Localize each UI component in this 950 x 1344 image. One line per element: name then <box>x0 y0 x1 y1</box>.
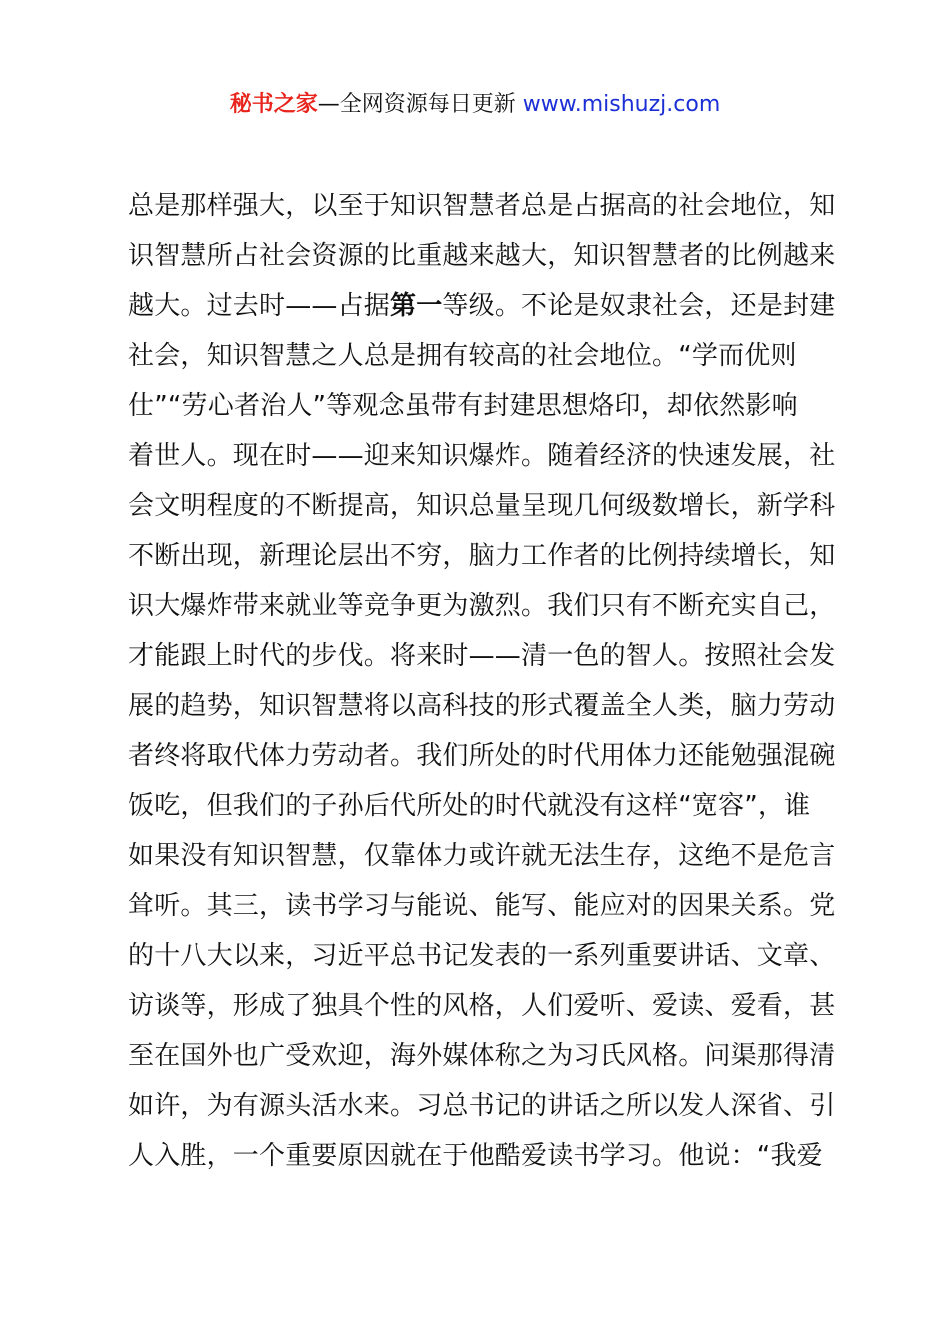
text-line: 展的趋势，知识智慧将以高科技的形式覆盖全人类，脑力劳动 <box>128 691 836 721</box>
text-line: 访谈等，形成了独具个性的风格，人们爱听、爱读、爱看，甚 <box>128 991 836 1021</box>
text-segment: 等级。不论是奴隶社会，还是封建 <box>442 291 836 321</box>
page-header <box>0 88 950 122</box>
bold-emphasis: 第一 <box>390 291 443 321</box>
document-body <box>128 181 838 1181</box>
text-line: 识智慧所占社会资源的比重越来越大，知识智慧者的比例越来 <box>128 241 836 271</box>
text-line: 饭吃，但我们的子孙后代所处的时代就没有这样“宽容”，谁 <box>128 791 811 821</box>
text-line: 至在国外也广受欢迎，海外媒体称之为习氏风格。问渠那得清 <box>128 1041 836 1071</box>
text-line: 的十八大以来，习近平总书记发表的一系列重要讲话、文章、 <box>128 941 836 971</box>
text-line: 如许，为有源头活水来。习总书记的讲话之所以发人深省、引 <box>128 1091 836 1121</box>
text-line: 者终将取代体力劳动者。我们所处的时代用体力还能勉强混碗 <box>128 741 836 771</box>
text-line: 着世人。现在时——迎来知识爆炸。随着经济的快速发展，社 <box>128 441 836 471</box>
text-line: 社会，知识智慧之人总是拥有较高的社会地位。“学而优则 <box>128 341 797 371</box>
text-line: 人入胜，一个重要原因就在于他酷爱读书学习。他说：“我爱 <box>128 1141 823 1171</box>
website-link[interactable]: www.mishuzj.com <box>522 92 721 117</box>
text-line: 如果没有知识智慧，仅靠体力或许就无法生存，这绝不是危言 <box>128 841 836 871</box>
text-segment: 越大。过去时——占据 <box>128 291 391 321</box>
text-line: 总是那样强大，以至于知识智慧者总是占据高的社会地位，知 <box>128 191 836 221</box>
text-line: 会文明程度的不断提高，知识总量呈现几何级数增长，新学科 <box>128 491 836 521</box>
text-line: 仕”“劳心者治人”等观念虽带有封建思想烙印，却依然影响 <box>128 391 798 421</box>
text-line: 不断出现，新理论层出不穷，脑力工作者的比例持续增长，知 <box>128 541 836 571</box>
text-line: 识大爆炸带来就业等竞争更为激烈。我们只有不断充实自己， <box>128 591 836 621</box>
header-tagline: —全网资源每日更新 <box>317 92 516 117</box>
text-line: 耸听。其三，读书学习与能说、能写、能应对的因果关系。党 <box>128 891 836 921</box>
text-line: 才能跟上时代的步伐。将来时——清一色的智人。按照社会发 <box>128 641 836 671</box>
brand-name: 秘书之家 <box>229 92 318 117</box>
text-line <box>128 281 838 331</box>
